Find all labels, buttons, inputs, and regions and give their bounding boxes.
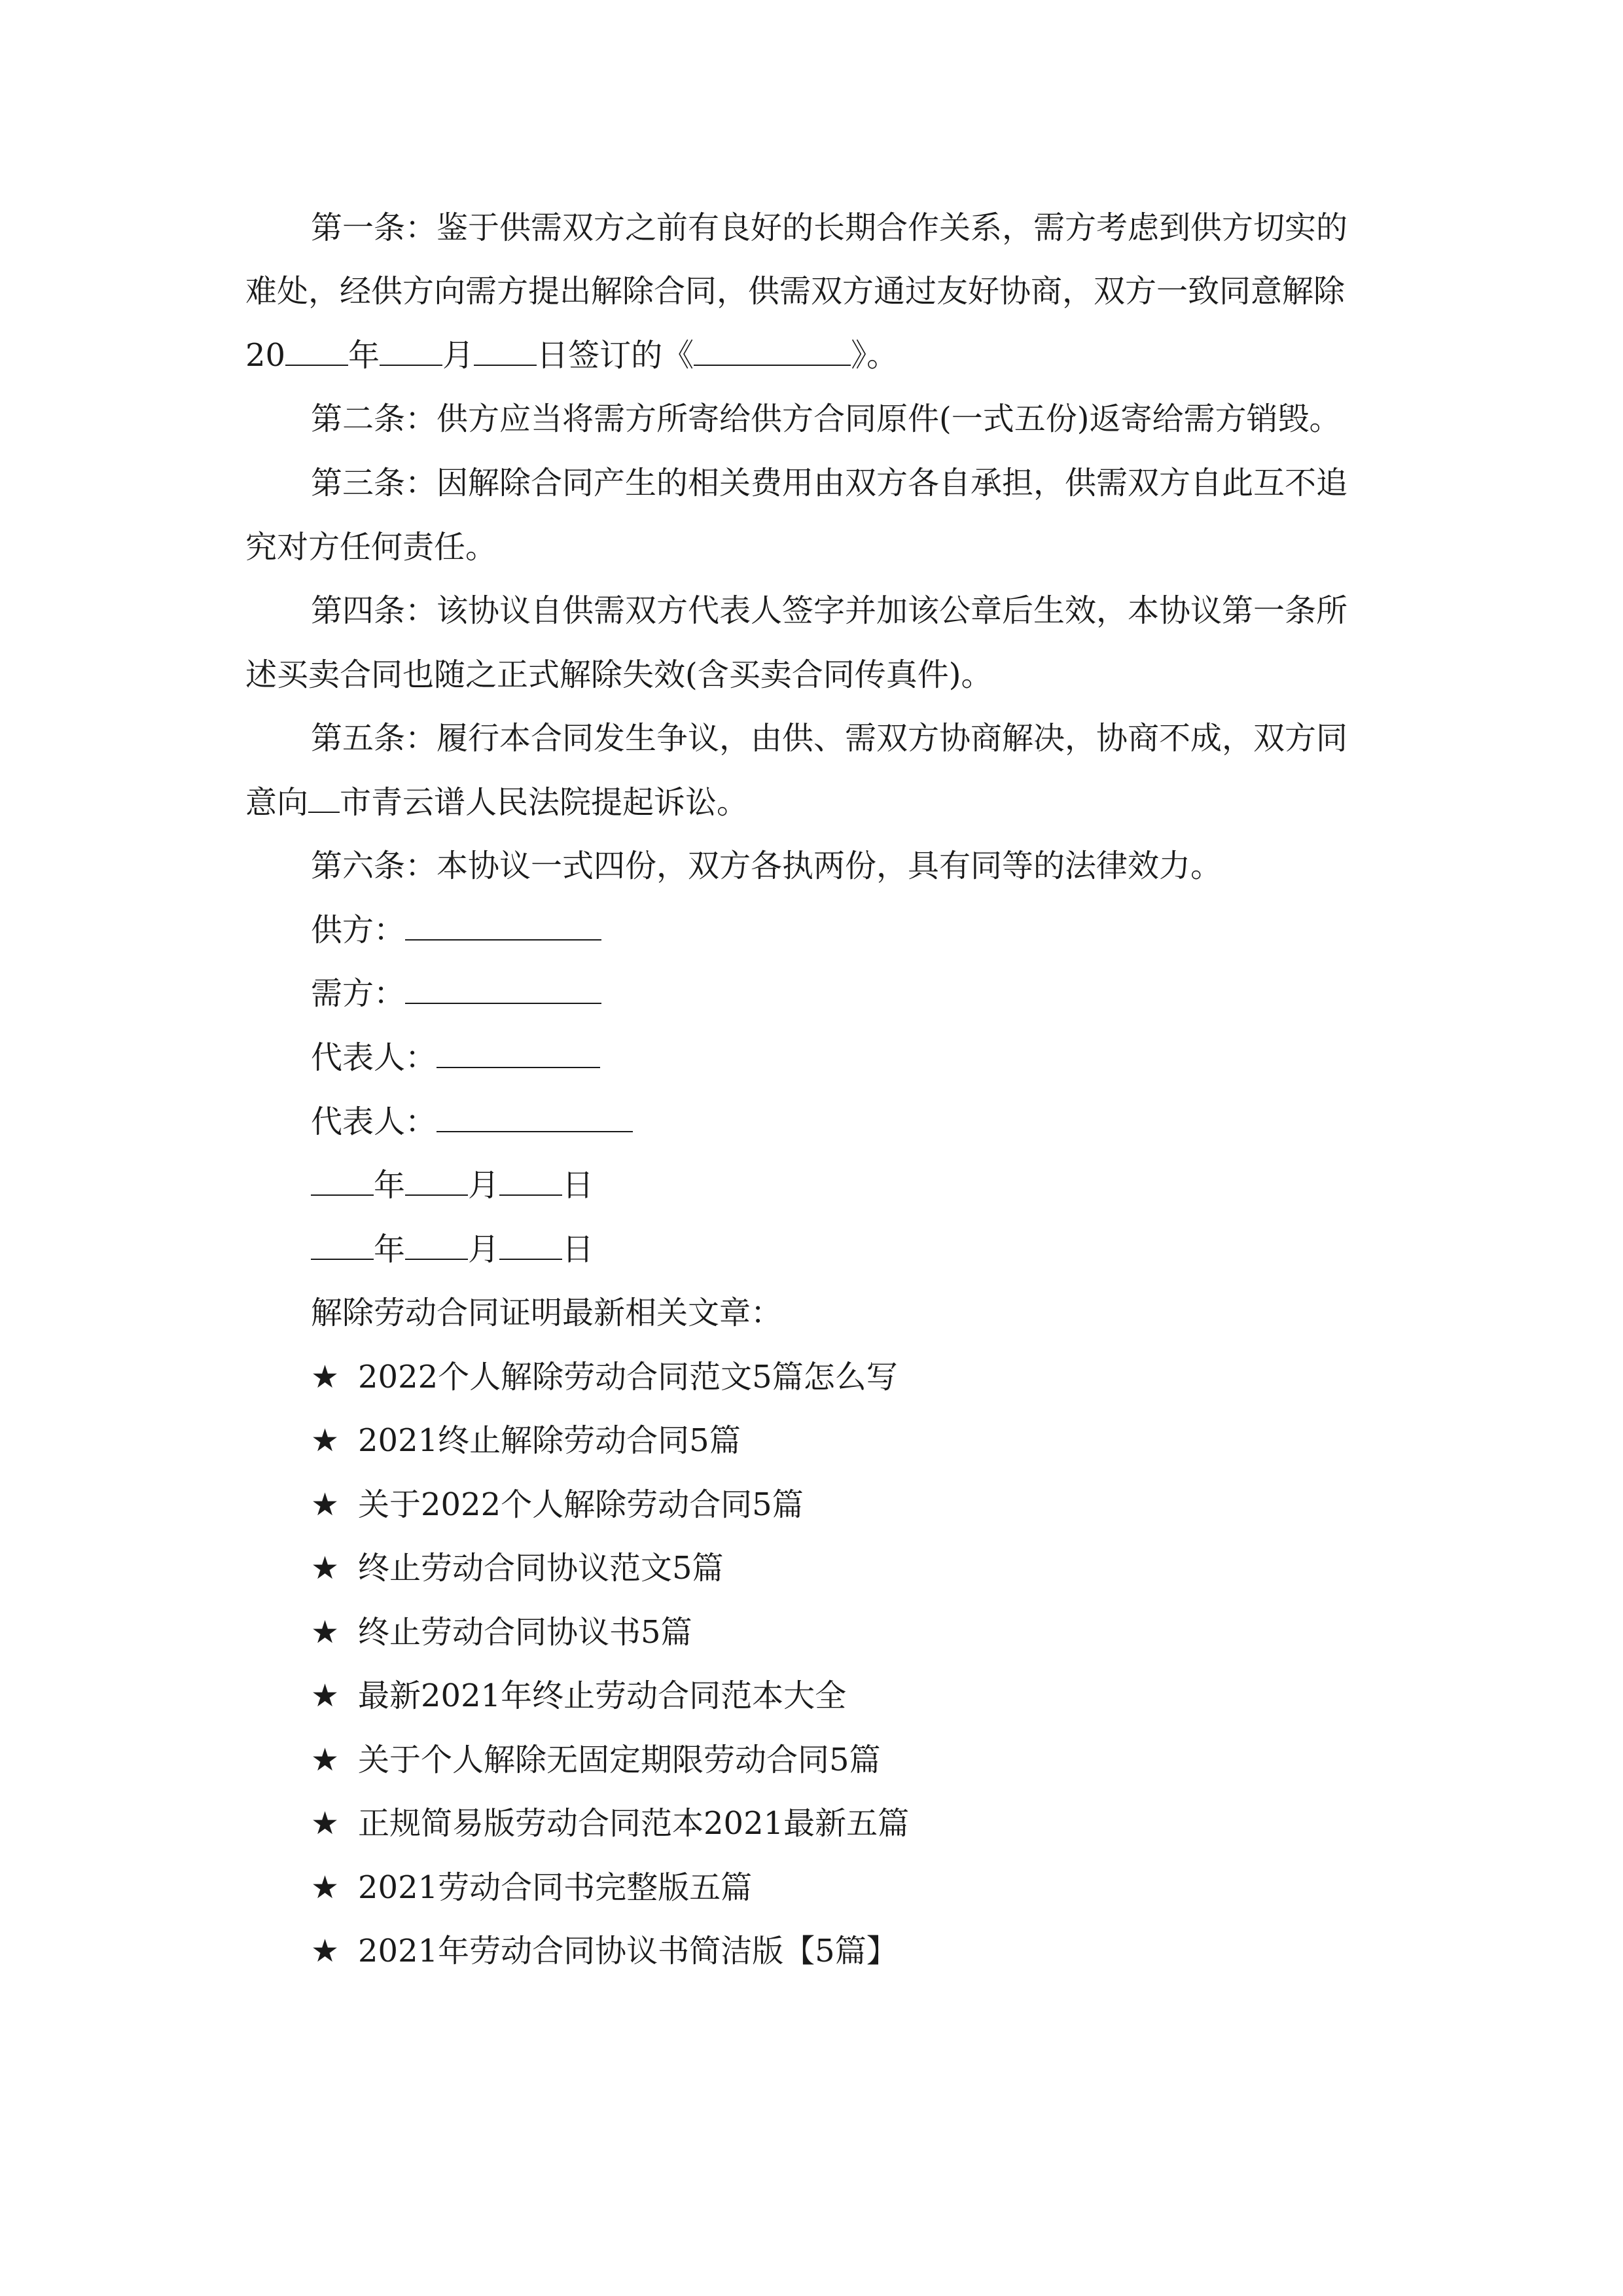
clause-2-label: 第二条： bbox=[311, 401, 437, 437]
year-blank bbox=[285, 336, 348, 366]
clause-1-line-1 bbox=[311, 208, 1347, 247]
clause-5-line-2: 意向 市青云谱人民法院提起诉讼。 bbox=[245, 784, 749, 821]
related-link[interactable]: ★ 关于2022个人解除劳动合同5篇 bbox=[311, 1486, 804, 1523]
supplier-blank bbox=[405, 910, 601, 941]
clause-5-label: 第五条： bbox=[311, 720, 437, 757]
star-icon: ★ bbox=[311, 1422, 340, 1459]
clause-6 bbox=[311, 846, 1222, 886]
clause-6-text: 本协议一式四份，双方各执两份，具有同等的法律效力。 bbox=[437, 848, 1222, 884]
star-icon: ★ bbox=[311, 1486, 340, 1523]
related-link[interactable]: ★ 2022个人解除劳动合同范文5篇怎么写 bbox=[311, 1359, 898, 1395]
representative-2-signature: 代表人： bbox=[311, 1102, 633, 1141]
clause-4-label: 第四条： bbox=[311, 592, 437, 629]
city-blank bbox=[308, 783, 340, 813]
star-icon: ★ bbox=[311, 1359, 340, 1395]
day-blank bbox=[474, 336, 537, 366]
clause-3-label: 第三条： bbox=[311, 465, 437, 501]
clause-6-label: 第六条： bbox=[311, 848, 437, 884]
clause-4-line-1 bbox=[311, 591, 1347, 630]
star-icon: ★ bbox=[311, 1805, 340, 1842]
representative-1-blank bbox=[437, 1038, 600, 1068]
clause-5-text: 履行本合同发生争议，由供、需双方协商解决，协商不成，双方同 bbox=[437, 720, 1348, 757]
star-icon: ★ bbox=[311, 1550, 340, 1587]
clause-1-label: 第一条： bbox=[311, 209, 437, 246]
star-icon: ★ bbox=[311, 1614, 340, 1651]
buyer-blank bbox=[405, 974, 601, 1004]
star-icon: ★ bbox=[311, 1677, 340, 1714]
clause-1-line-2: 难处，经供方向需方提出解除合同，供需双方通过友好协商，双方一致同意解除 bbox=[245, 273, 1346, 310]
clause-4-text: 该协议自供需双方代表人签字并加该公章后生效，本协议第一条所 bbox=[437, 592, 1348, 629]
date-line-2: 年 月 日 bbox=[311, 1230, 594, 1269]
star-icon: ★ bbox=[311, 1742, 340, 1778]
related-link[interactable]: ★ 关于个人解除无固定期限劳动合同5篇 bbox=[311, 1742, 881, 1778]
buyer-signature: 需方： bbox=[311, 974, 601, 1013]
date-line-1: 年 月 日 bbox=[311, 1166, 594, 1205]
related-link[interactable]: ★ 2021终止解除劳动合同5篇 bbox=[311, 1422, 741, 1459]
related-link[interactable]: ★ 终止劳动合同协议范文5篇 bbox=[311, 1550, 724, 1587]
clause-1-line-3: 20 年 月 日签订的《 》。 bbox=[245, 337, 899, 374]
representative-2-blank bbox=[437, 1102, 633, 1132]
supplier-signature: 供方： bbox=[311, 910, 601, 950]
clause-2 bbox=[311, 399, 1340, 439]
contract-name-blank bbox=[694, 336, 851, 366]
clause-3-line-2: 究对方任何责任。 bbox=[245, 529, 497, 565]
clause-1-text: 鉴于供需双方之前有良好的长期合作关系，需方考虑到供方切实的 bbox=[437, 209, 1348, 246]
related-heading: 解除劳动合同证明最新相关文章： bbox=[311, 1295, 783, 1331]
clause-4-line-2: 述买卖合同也随之正式解除失效(含买卖合同传真件)。 bbox=[245, 656, 993, 693]
month-blank bbox=[380, 336, 442, 366]
representative-1-signature: 代表人： bbox=[311, 1038, 600, 1077]
related-link[interactable]: ★ 正规简易版劳动合同范本2021最新五篇 bbox=[311, 1805, 910, 1842]
star-icon: ★ bbox=[311, 1933, 340, 1969]
related-link[interactable]: ★ 2021劳动合同书完整版五篇 bbox=[311, 1869, 753, 1906]
clause-2-text: 供方应当将需方所寄给供方合同原件(一式五份)返寄给需方销毁。 bbox=[437, 401, 1341, 437]
related-link[interactable]: ★ 最新2021年终止劳动合同范本大全 bbox=[311, 1677, 847, 1714]
related-link[interactable]: ★ 终止劳动合同协议书5篇 bbox=[311, 1614, 692, 1651]
star-icon: ★ bbox=[311, 1869, 340, 1906]
clause-3-line-1 bbox=[311, 463, 1347, 503]
related-link[interactable]: ★ 2021年劳动合同协议书简洁版【5篇】 bbox=[311, 1933, 898, 1969]
clause-3-text: 因解除合同产生的相关费用由双方各自承担，供需双方自此互不追 bbox=[437, 465, 1348, 501]
clause-5-line-1 bbox=[311, 719, 1347, 758]
